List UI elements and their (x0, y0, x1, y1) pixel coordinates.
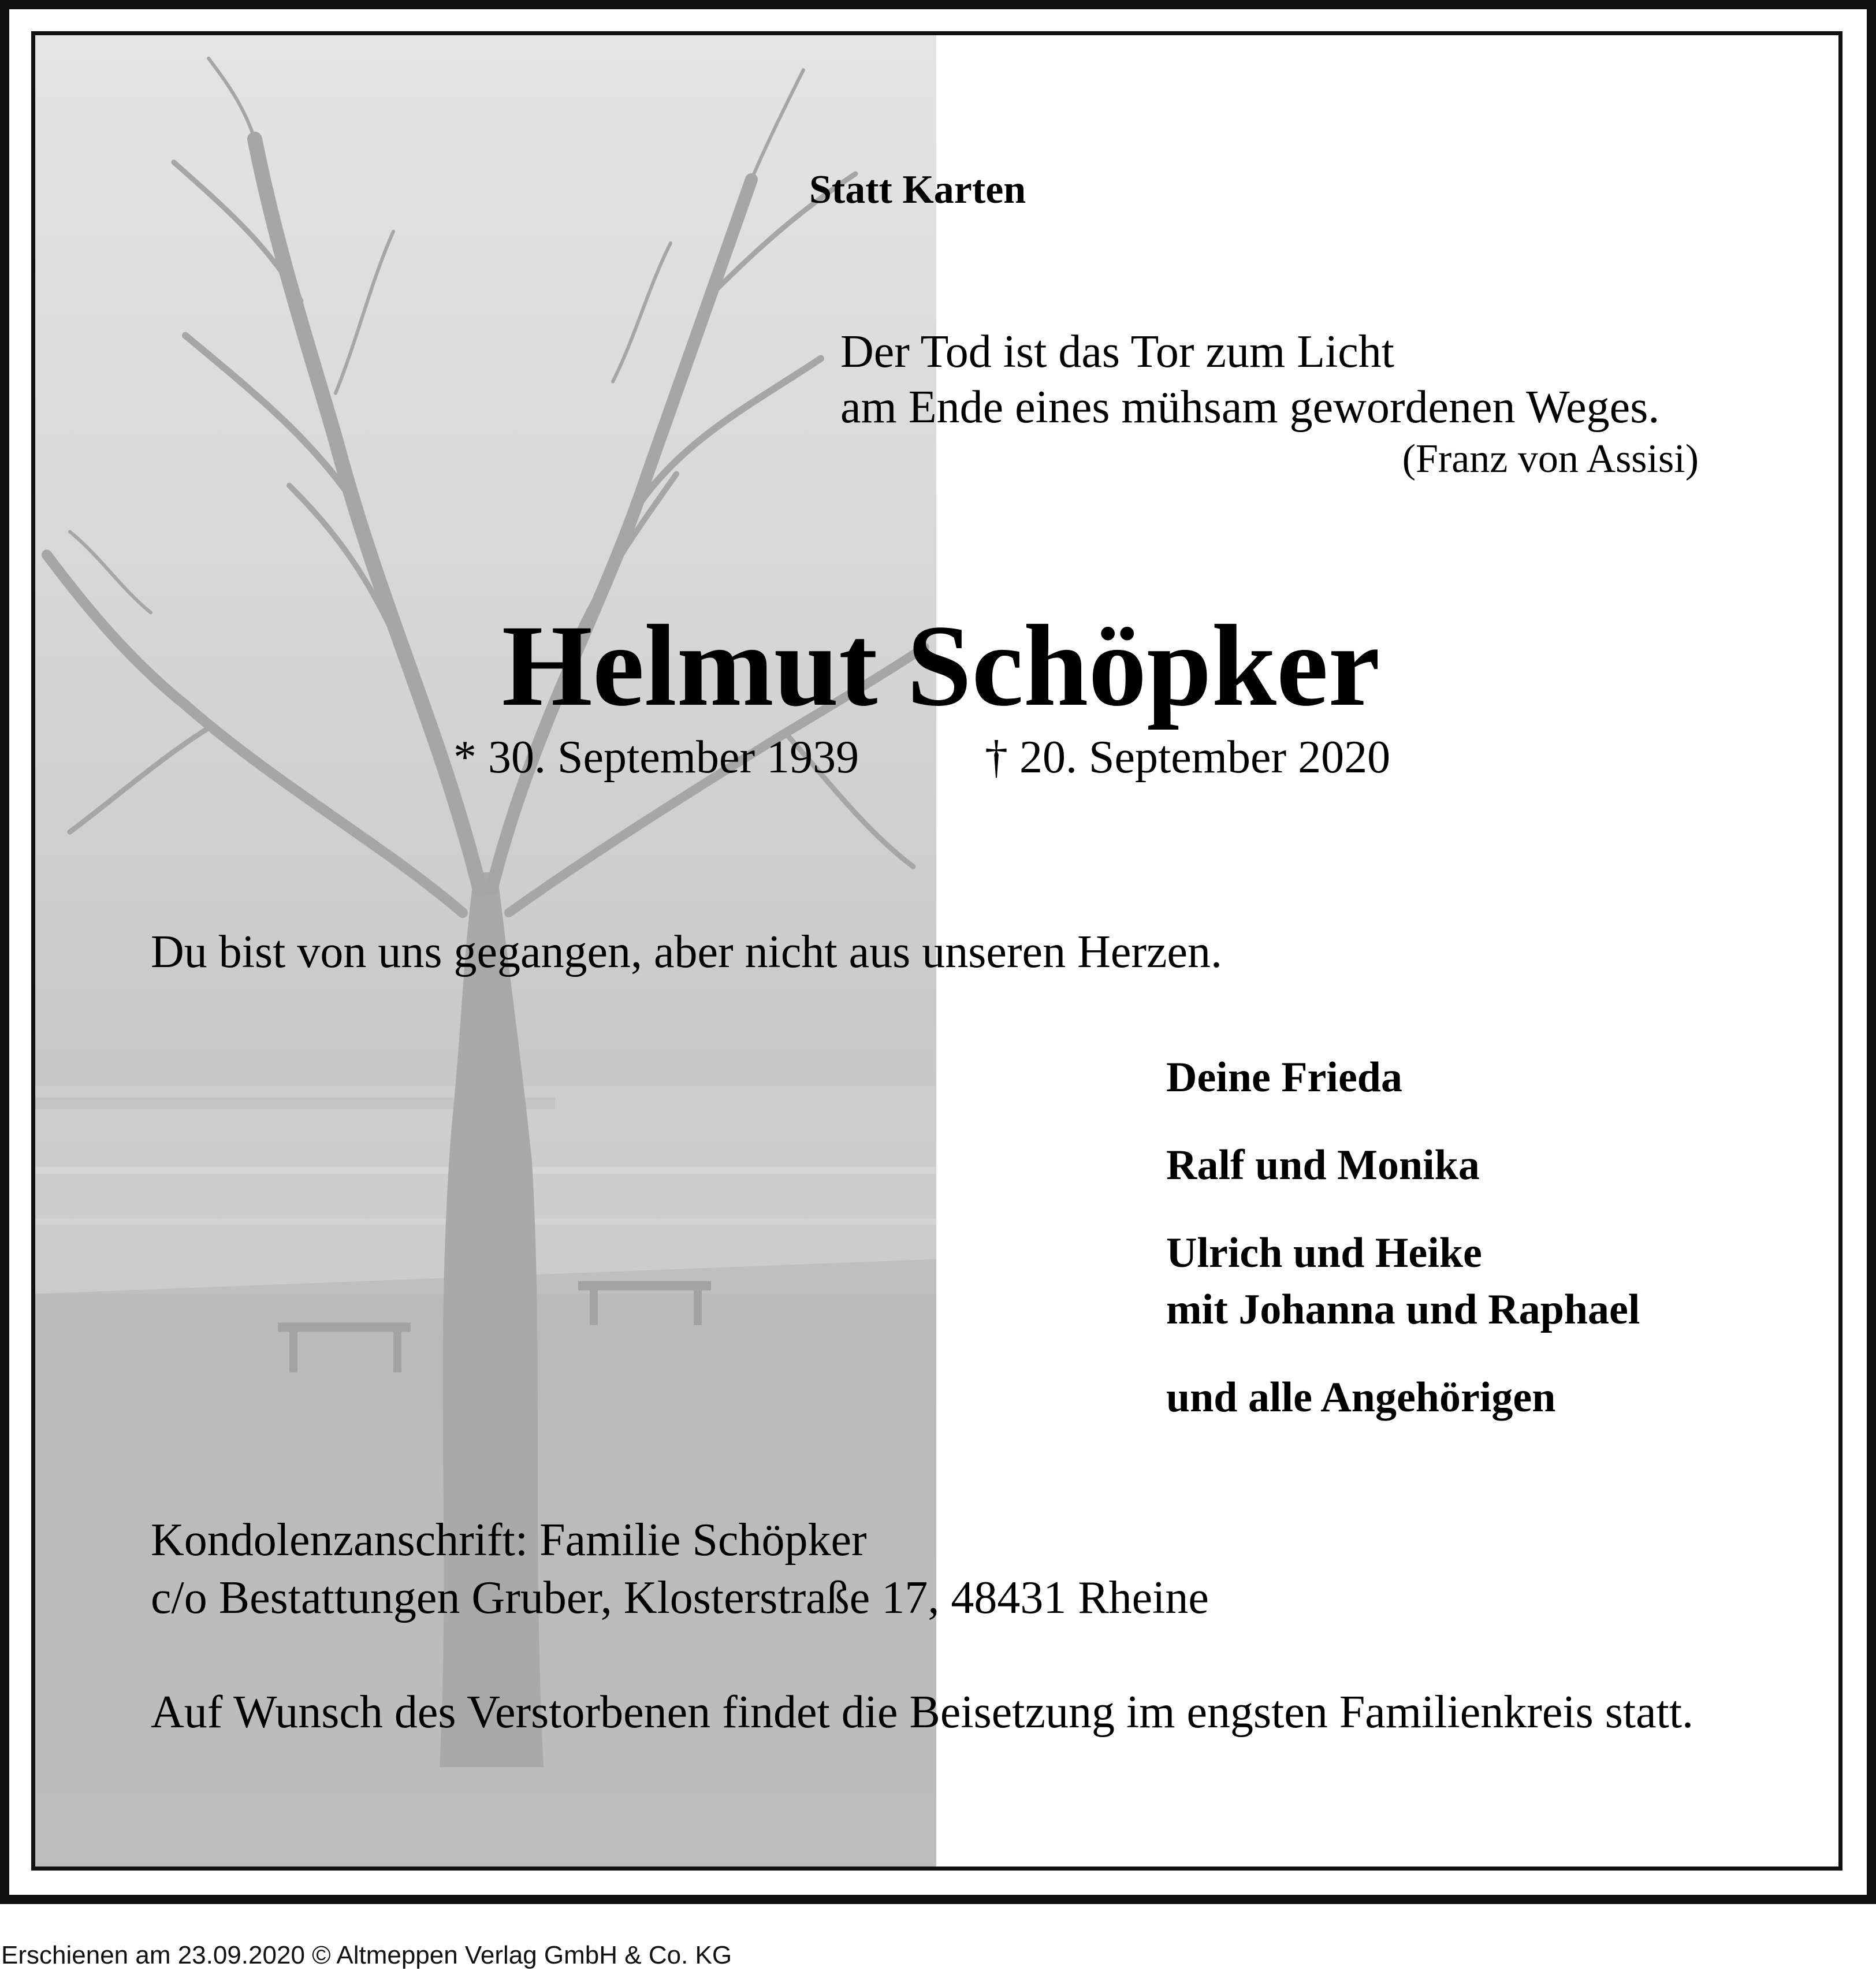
quote-author: (Franz von Assisi) (1402, 437, 1699, 481)
quote-block (840, 324, 1659, 435)
mourner-name: Ulrich und Heike (1166, 1229, 1482, 1277)
birth-date: * 30. September 1939 (453, 732, 859, 783)
quote-line: Der Tod ist das Tor zum Licht (840, 326, 1395, 377)
funeral-note: Auf Wunsch des Verstorbenen findet die Beisetzung im engsten Familienkreis statt. (151, 1687, 1694, 1738)
address-line: Kondolenzanschrift: Familie Schöpker (151, 1515, 867, 1566)
header-statt-karten: Statt Karten (809, 168, 1026, 212)
mourner-name: Deine Frieda (1166, 1054, 1402, 1101)
mourner-entry (1166, 1049, 1640, 1106)
mourner-entry (1166, 1369, 1640, 1426)
deceased-name: Helmut Schöpker (501, 601, 1380, 730)
mourner-entry (1166, 1225, 1640, 1338)
condolence-address (151, 1511, 1209, 1627)
publication-footer: Erschienen am 23.09.2020 © Altmeppen Verlag GmbH & Co. KG (1, 1941, 732, 1969)
mourner-name: Ralf und Monika (1166, 1142, 1480, 1189)
mourner-name: und alle Angehörigen (1166, 1374, 1556, 1421)
mourner-name-continued: mit Johanna und Raphael (1166, 1286, 1640, 1333)
mourners-list (1166, 1049, 1640, 1457)
death-date: † 20. September 2020 (985, 732, 1391, 783)
quote-line: am Ende eines mühsam gewordenen Weges. (840, 382, 1660, 433)
notice-inner-border (31, 31, 1842, 1871)
farewell-text: Du bist von uns gegangen, aber nicht aus unseren Herzen. (151, 927, 1222, 977)
address-line: c/o Bestattungen Gruber, Klosterstraße 17, 48431 Rheine (151, 1572, 1209, 1623)
mourner-entry (1166, 1137, 1640, 1194)
